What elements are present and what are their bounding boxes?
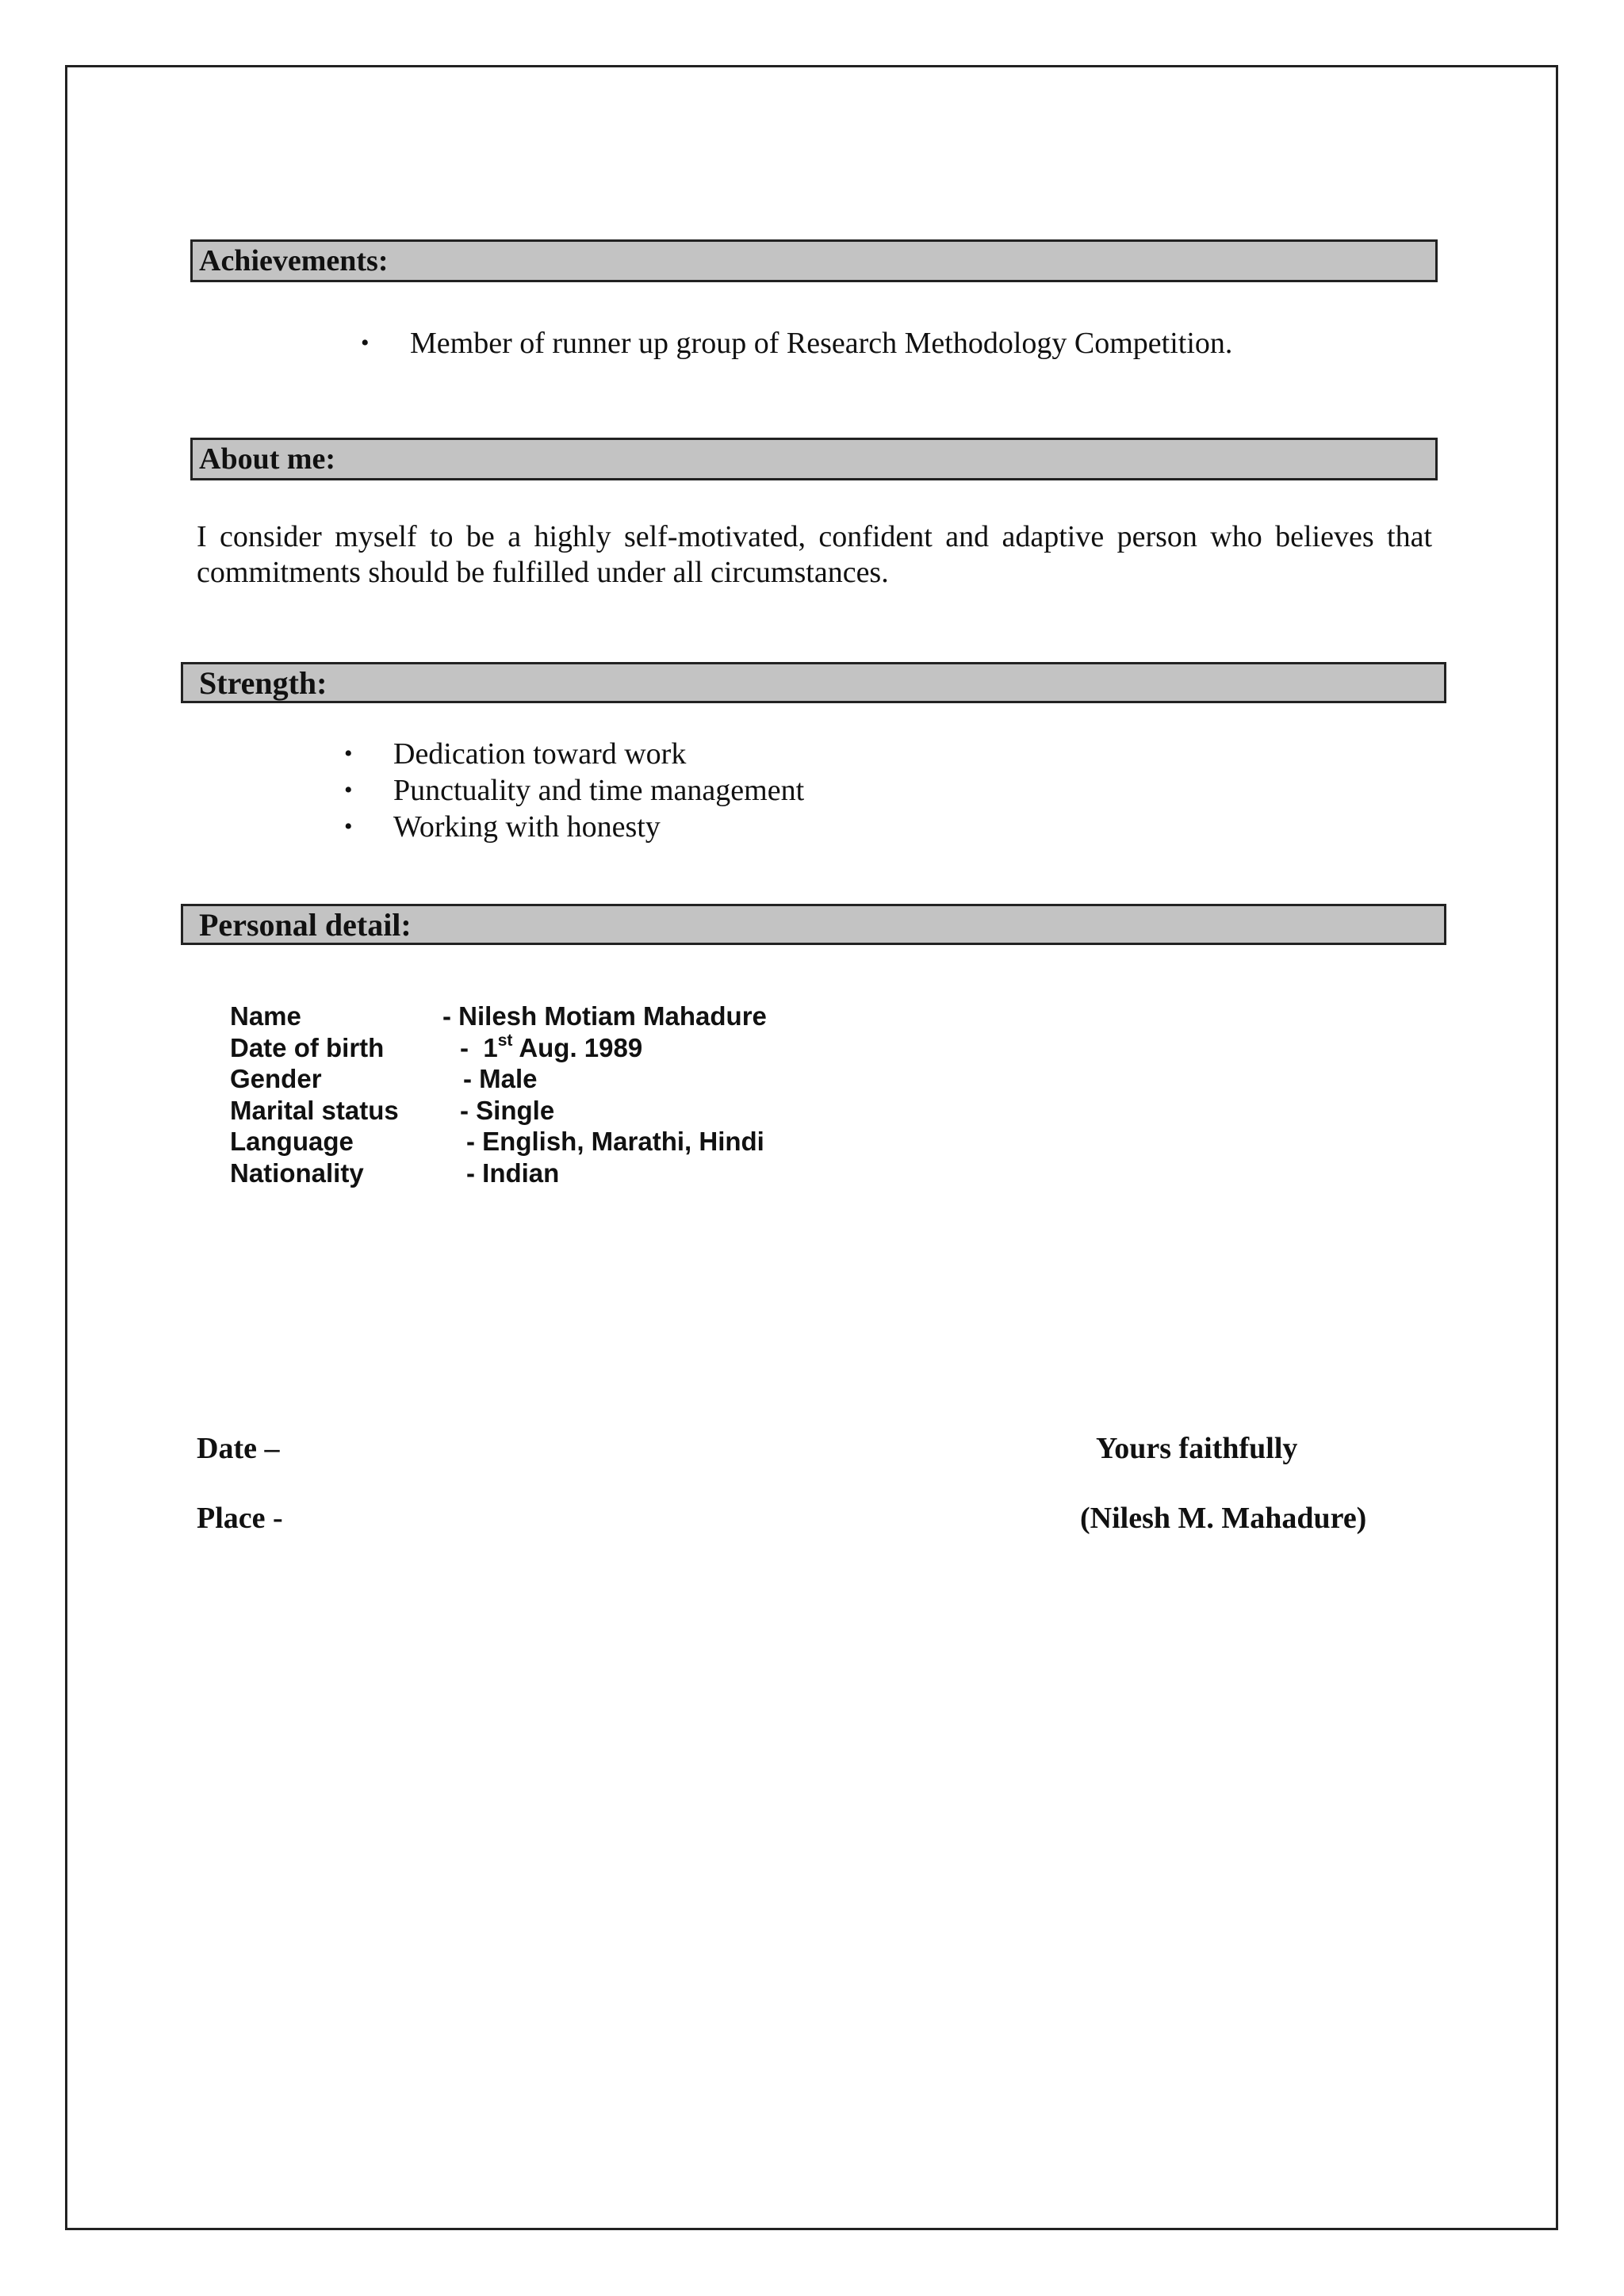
about-heading: About me: (190, 438, 1438, 480)
about-text: I consider myself to be a highly self-motivated, confident and adaptive person who believes that commitments should be fulfilled under all circumstances. (197, 520, 1432, 589)
strength-heading: Strength: (181, 662, 1446, 703)
bullet-icon: • (361, 330, 370, 356)
detail-row-marital-status (230, 1095, 944, 1127)
dob-ordinal: st (497, 1031, 513, 1050)
strength-list (344, 736, 804, 845)
strength-text: Dedication toward work (393, 737, 687, 771)
bullet-icon: • (344, 777, 353, 803)
detail-label: Language (230, 1127, 354, 1156)
bullet-icon: • (344, 813, 353, 840)
detail-value: - Nilesh Motiam Mahadure (442, 1001, 767, 1031)
detail-row-dob (230, 1032, 944, 1064)
detail-value: - English, Marathi, Hindi (466, 1127, 764, 1156)
detail-row-language (230, 1126, 944, 1158)
detail-value (460, 1032, 642, 1064)
detail-label: Gender (230, 1064, 322, 1093)
detail-value: - Indian (466, 1158, 560, 1188)
detail-row-gender (230, 1063, 944, 1095)
dob-rest: Aug. 1989 (512, 1032, 643, 1062)
detail-label: Name (230, 1001, 301, 1031)
detail-label: Marital status (230, 1095, 399, 1125)
place-label: Place - (197, 1502, 283, 1535)
list-item (361, 325, 1232, 362)
personal-details (230, 1001, 944, 1188)
detail-label: Date of birth (230, 1032, 385, 1062)
achievements-heading: Achievements: (190, 239, 1438, 282)
closing-text: Yours faithfully (1096, 1432, 1298, 1465)
detail-row-name (230, 1001, 944, 1032)
list-item (344, 809, 804, 845)
achievements-list (361, 325, 1232, 362)
bullet-icon: • (344, 740, 353, 767)
strength-text: Working with honesty (393, 810, 661, 844)
achievement-text: Member of runner up group of Research Methodology Competition. (410, 327, 1233, 360)
detail-value: - Male (463, 1064, 538, 1093)
signature-name: (Nilesh M. Mahadure) (1080, 1502, 1367, 1535)
date-label: Date – (197, 1432, 280, 1465)
list-item (344, 736, 804, 772)
list-item (344, 772, 804, 809)
detail-row-nationality (230, 1158, 944, 1189)
dob-day: - 1 (460, 1032, 498, 1062)
personal-heading: Personal detail: (181, 904, 1446, 945)
detail-label: Nationality (230, 1158, 364, 1188)
strength-text: Punctuality and time management (393, 774, 805, 807)
detail-value: - Single (460, 1095, 555, 1125)
